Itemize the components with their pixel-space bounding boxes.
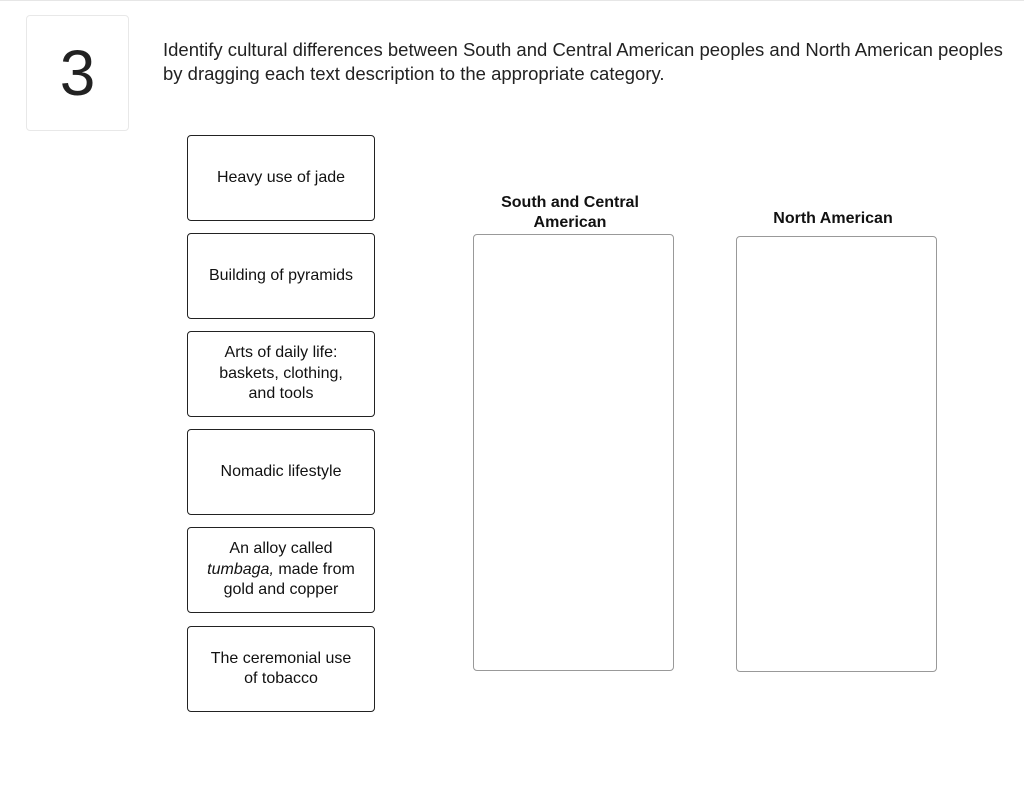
question-number: 3 xyxy=(26,15,129,131)
category-heading-north: North American xyxy=(773,210,893,227)
drag-card-jade[interactable] xyxy=(187,135,375,221)
drag-card-pyramids[interactable] xyxy=(187,233,375,319)
drag-card-nomadic[interactable] xyxy=(187,429,375,515)
card-label: Building of pyramids xyxy=(208,266,354,284)
drag-card-daily-arts[interactable] xyxy=(187,331,375,417)
category-heading-south-central: South and Central American xyxy=(501,194,639,231)
card-label: Heavy use of jade xyxy=(216,168,346,186)
card-text: An alloy called xyxy=(229,540,333,558)
card-label: Nomadic lifestyle xyxy=(220,462,342,480)
drop-zone-south-central[interactable] xyxy=(473,234,674,671)
instructions: Identify cultural differences between South and Central American peoples and North American peoples by dragging each text description to the appropriate category. xyxy=(163,39,1003,84)
drop-zone-north[interactable] xyxy=(736,236,937,672)
drag-card-tobacco[interactable] xyxy=(187,626,375,712)
card-label: The ceremonial use of tobacco xyxy=(210,649,352,687)
card-label xyxy=(198,539,364,601)
drag-card-tumbaga[interactable] xyxy=(187,527,375,613)
card-text: made from gold and copper xyxy=(223,560,355,599)
card-italic-text: tumbaga, xyxy=(207,560,274,578)
card-label: Arts of daily life: baskets, clothing, and tools xyxy=(219,344,343,403)
top-divider xyxy=(0,0,1024,1)
